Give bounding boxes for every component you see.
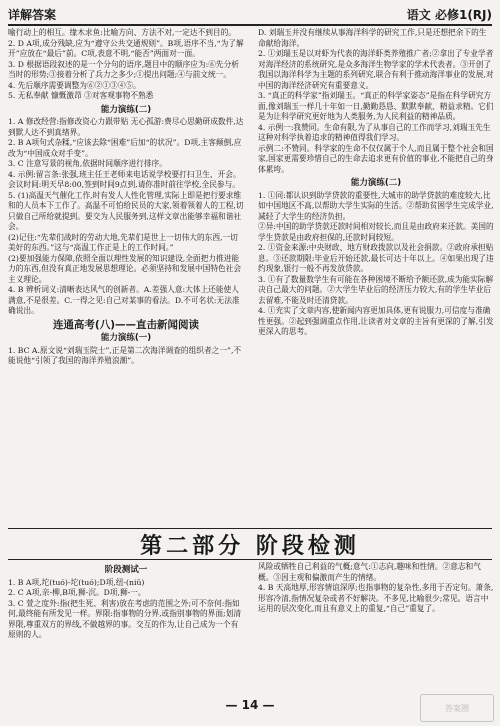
text-line: 4. 示例:留言条:张强,班主任王老师来电话说学校要打扫卫生、开会。会议时间:明天早8:00,签到时间9点到,请你准时前往学校,全民参与。: [8, 169, 241, 189]
section-title: 阶段测试一: [104, 565, 148, 575]
text-line: 4. B 辨析词义:清晰表达风气的创新者。A.差强人意:大体上还能使人满意,不是很差。C.一得之见:自己对某事的看法。D.不可名状:无法准确说出。: [8, 285, 240, 315]
section-title: 连通高考(八)——直击新闻阅读: [52, 318, 200, 331]
text-line: 3. ①有了数量数学生有可能在各种困境不断给予额还款,成为能实际解决自己最大的问题。②大学生毕业后的经济压力较大,有的学生毕业后去留难,不能及时还清贷款。: [258, 274, 494, 305]
text-line: 2. C A项,亲-柳,B项,狮-沉。D项,狮-一。: [8, 588, 146, 597]
text-line: 2. ①刘瑞玉是以对虾为代表的海洋虾类养殖推广者;②拿出了专业学者对海洋经济的系统研究,是众多海洋生物学家的学术代表者。③开创了我国以海洋科学为主题的系列研究,联合有利于推动海洋事业的发展,对中国的海洋经济研究有重要意义。: [258, 49, 494, 90]
text-line: (2)要加强能力保障,依照全面以理性发展的知识建设,全面把力推进能力的东西,但没有真正地发展思想理论。必须坚持和发展中国特色社会主义理论。: [8, 253, 242, 284]
text-line: 3. C 萱之度外:指(把生死、利害)放在考虑的范围之外;可不奈何:指如何,最终能有所发见一样。界限:指事物的分界,或指别事物的界面;划清界限,尊重双方的界线,不做越界的事。交互的作为,让自己成为一个有原则的人。: [8, 598, 242, 639]
section-title: 能力演练(一): [100, 333, 152, 343]
page-number: — 14 —: [225, 698, 275, 712]
right-column: [258, 28, 494, 338]
text-line: 2. B A项句式杂糅,“应该去除“困难”后加“的状况”。D项,主客颠倒,应改为“中国成众对手变”。: [8, 138, 242, 158]
text-line: 1. ①同:都认识到助学贷款的重要性,大城市的助学贷款的难度较大,比如中国地区不高,以帮助大学生实际的生活。②帮助贫困学生完成学业,减轻了大学生的经济负担。: [258, 190, 494, 221]
text-line: 4. B 天高地厚,形容情谊深厚;也指事物的复杂性,多用于否定句。萧条,形容冷清,指情况复杂或者不好解决。不多见,比喻很少;常见。语言中运用的层次变化,而且有意义上的重复,“自己”重复了。: [258, 583, 494, 613]
text-line: 1. BC A.原文说“刘瑞玉院士”,正是第二次海洋调查的组织者之一”,不能说他“引领了我国的海洋养殖浪潮”。: [8, 345, 242, 365]
text-line: 5. (1)高温天气催化工作,时有发人人性化管理,实际上即是把行要求维和的人员本下工作了。高温不可怕给民员的大家,领着领着人的工程,切只做自己所给就提到。要交为人民服务到,这样文章出能够幸福和谐社会。: [8, 190, 244, 231]
text-line: 4. 示例一:我赞同。生命有限,为了从事自己的工作而学习,刘瑞玉先生这种对科学执着追求的精神值得我们学习。: [258, 122, 491, 142]
watermark-logo: 答案圈: [420, 694, 494, 722]
section-title: 能力演练(二): [350, 178, 402, 188]
text-line: ②异:中国的助学贷款还款时间相对较长,而且是由政府来还款。美国的学生贷款是由政府担保的,还款时间较短。: [258, 222, 494, 242]
header-left-title: 详解答案: [8, 7, 57, 22]
bottom-left-column: [8, 562, 244, 641]
header-right-title: 语文 必修1(RJ): [406, 7, 492, 22]
text-line: 5. 无私奉献 慷慨激昂 ③对客观事物不熟悉: [8, 91, 154, 100]
text-line: 示例二:不赞同。科学家的生命不仅仅属于个人,而且属于整个社会和国家,国家更需要珍惜自己的生命去追求更有价值的事业,不能把自己的身体累垮。: [258, 143, 494, 174]
left-column: [8, 28, 244, 367]
text-line: 1. A 修改经营:指修改资心力跟带贴 无心孤游:费尽心思勤研成数件,达到默人达不到真绪界。: [8, 117, 244, 137]
page-header: [8, 6, 492, 22]
section-title: 能力演练(二): [100, 104, 152, 115]
text-line: 1. B A项,坨(tuó)-坨(tuó);D项,纽-(niǔ): [8, 577, 145, 587]
text-line: 4. 先后顺序需要调整为⑥②①③④⑤。: [8, 80, 141, 90]
text-line: 2. ①资金来源:中央财政、地方财政拨款以及社会捐款。②政府承担贴息。③还款期限:毕业后开始还款,最长可达十年以上。④如果出现了违约现象,银行一般不再发放贷款。: [258, 243, 494, 273]
bottom-right-column: [258, 562, 494, 615]
header-rule: [8, 24, 492, 26]
text-line: D. 刘瑞玉并没有继续从事海洋科学的研究工作,只是还想把余下的生命献给海洋。: [258, 28, 487, 48]
text-line: 2. D A项,成分残缺,应为“遵守公共交通规则”。B项,语序不当,“为了解开”应放在“最后”前。C项,表意不明,“能否”两面对一面。: [8, 38, 244, 58]
text-line: 4. ①充实了文章内容,使新闻内容更加具体,更有说服力,可信度与准确性更强。②起到强调重点作用,让读者对文章的主旨有更深的了解,引发更深入的思考。: [258, 306, 494, 336]
text-line: 3. C 注意写景的视角,依据时间顺序进行排序。: [8, 159, 167, 168]
text-line: 喻行动上的相互。缘木求鱼:比喻方向、方法不对,一定达不到目的。: [8, 28, 236, 37]
text-line: 风险或牺牲自己利益的气概;意气:①志向,趣味和性情。②意志和气概。③因主观和偏激而产生的情绪。: [258, 562, 481, 582]
part-two-banner: [8, 528, 492, 560]
part-two-title: 第二部分 阶段检测: [140, 533, 360, 559]
text-line: 3. D 根据语段叙述的是一个分句的语序,题目中的顺序应为:⑥先分析当时的形势;③接着分析了兵力之多少;①提出问题;④与前文统一。: [8, 59, 239, 79]
text-line: 3. “真正的科学家”指刘瑞玉。“真正的科学家姿态”是指在科学研究方面,像刘瑞玉一样几十年如一日,勤勤恳恳、默默奉献、精益求精。它们是为让科学研究更好地为人类服务,为人民利益的精神品质。: [258, 91, 494, 121]
text-line: (2)记住:“先辈们战时的劳动大地,先辈们是世上一切伟大的东西,一切美好的东西。”这与“高温工作正是上的工作时间。”: [8, 232, 238, 252]
